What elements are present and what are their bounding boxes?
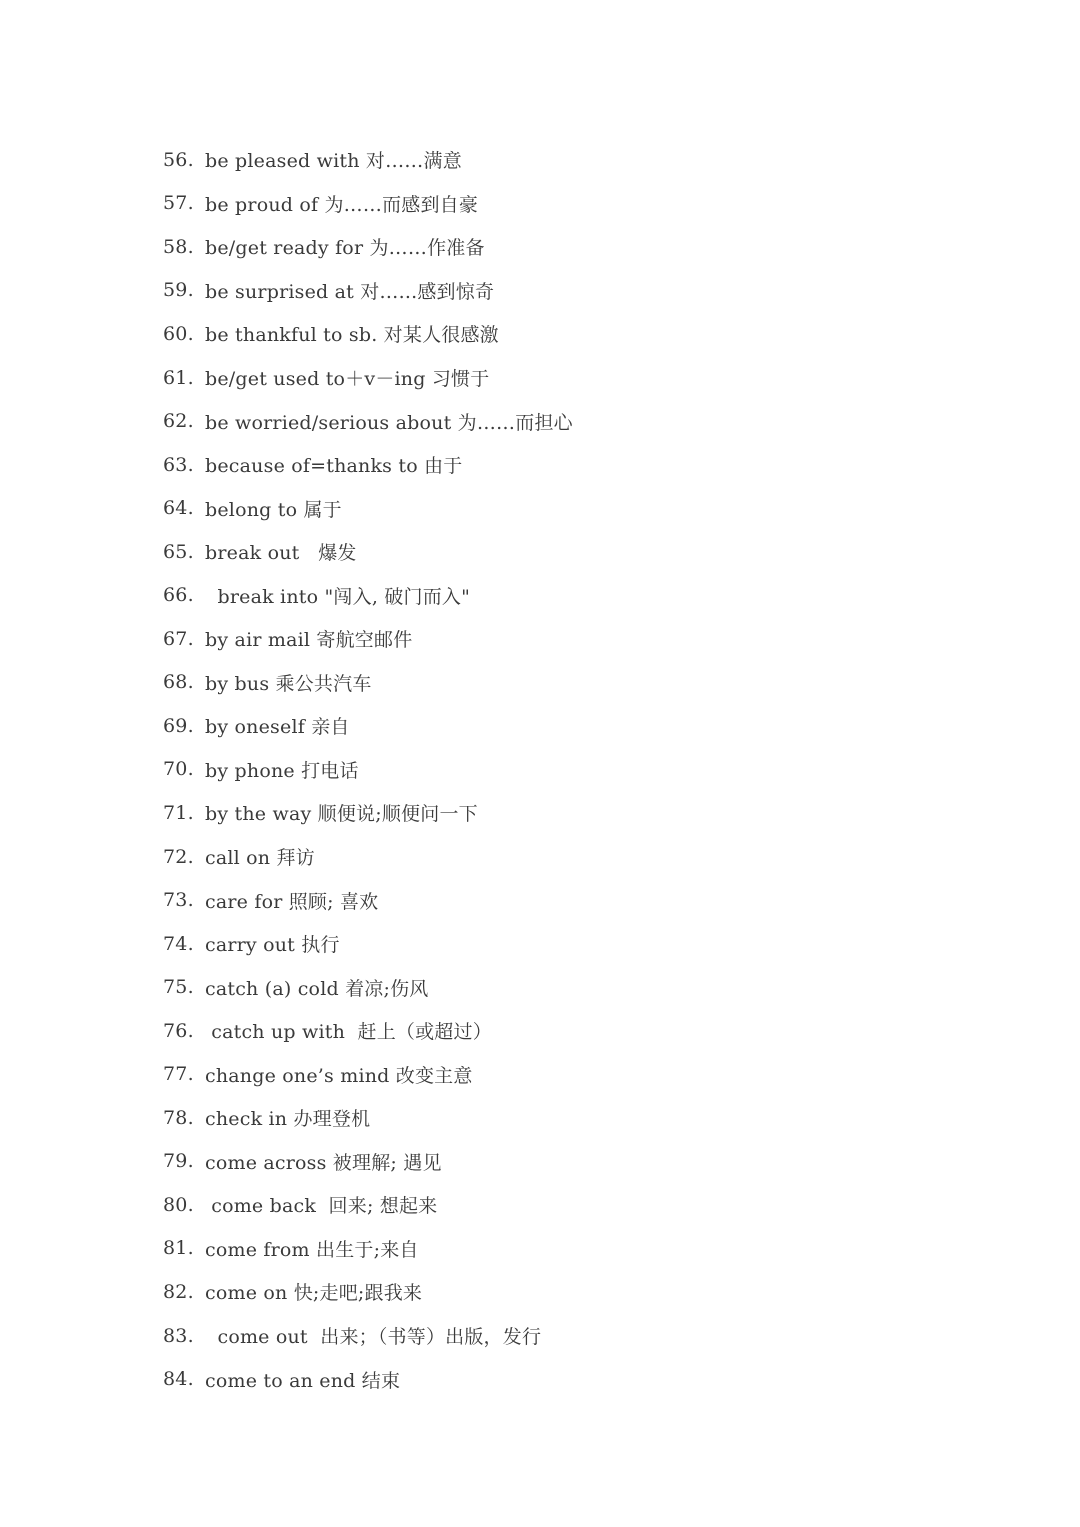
item-number: 69. [163,714,194,737]
list-item [163,835,573,879]
item-number: 73. [163,889,194,912]
item-number: 56. [163,148,194,171]
item-text: by oneself 亲自 [205,716,350,739]
item-text: break into "闯入, 破门而入" [205,585,471,608]
list-item [163,573,573,617]
item-number: 72. [163,845,194,868]
item-number: 62. [163,410,194,433]
item-text: catch (a) cold 着凉;伤风 [205,977,429,1000]
item-text: change one’s mind 改变主意 [205,1064,473,1087]
item-text: care for 照顾; 喜欢 [205,890,379,913]
item-text: come from 出生于;来自 [205,1238,419,1261]
list-item [163,486,573,530]
list-item [163,878,573,922]
item-number: 84. [163,1368,194,1391]
list-item [163,138,573,182]
item-text: come out 出来；（书等）出版，发行 [205,1326,542,1349]
item-number: 78. [163,1106,194,1129]
item-text: come to an end 结束 [205,1369,401,1392]
item-text: catch up with 赶上（或超过） [205,1021,492,1044]
list-item [163,748,573,792]
list-item [163,617,573,661]
item-number: 71. [163,801,194,824]
item-number: 67. [163,627,194,650]
item-text: by the way 顺便说;顺便问一下 [205,803,478,826]
list-item [163,443,573,487]
item-number: 57. [163,192,194,215]
item-text: be worried/serious about 为……而担心 [205,411,573,434]
item-number: 83. [163,1324,194,1347]
phrase-list [163,138,573,1401]
item-text: belong to 属于 [205,498,342,521]
item-number: 70. [163,758,194,781]
list-item [163,312,573,356]
item-text: check in 办理登机 [205,1108,371,1131]
item-text: break out 爆发 [205,542,357,565]
list-item [163,1183,573,1227]
item-text: come across 被理解; 遇见 [205,1151,442,1174]
item-number: 59. [163,279,194,302]
list-item [163,1140,573,1184]
list-item [163,269,573,313]
list-item [163,1314,573,1358]
item-text: come on 快;走吧;跟我来 [205,1282,423,1305]
item-number: 74. [163,932,194,955]
list-item [163,399,573,443]
item-number: 60. [163,322,194,345]
item-text: because of=thanks to 由于 [205,455,463,478]
item-number: 81. [163,1237,194,1260]
item-text: be thankful to sb. 对某人很感激 [205,324,499,347]
item-number: 61. [163,366,194,389]
item-number: 76. [163,1019,194,1042]
list-item [163,791,573,835]
item-text: be proud of 为……而感到自豪 [205,193,479,216]
item-text: carry out 执行 [205,934,340,957]
list-item [163,1096,573,1140]
list-item [163,1227,573,1271]
item-number: 63. [163,453,194,476]
item-text: be/get used to＋v－ing 习惯于 [205,368,490,390]
item-text: by phone 打电话 [205,759,359,782]
list-item [163,1270,573,1314]
item-number: 80. [163,1193,194,1216]
list-item [163,965,573,1009]
item-number: 66. [163,584,194,607]
item-text: be surprised at 对…...感到惊奇 [205,280,495,303]
list-item [163,1009,573,1053]
item-text: be pleased with 对……满意 [205,150,462,173]
list-item [163,356,573,400]
item-text: come back 回来; 想起来 [205,1195,438,1218]
item-number: 77. [163,1063,194,1086]
list-item [163,1052,573,1096]
list-item [163,225,573,269]
item-number: 79. [163,1150,194,1173]
item-text: by air mail 寄航空邮件 [205,629,413,652]
item-number: 68. [163,671,194,694]
item-text: call on 拜访 [205,847,315,870]
item-number: 65. [163,540,194,563]
list-item [163,661,573,705]
list-item [163,704,573,748]
item-number: 58. [163,235,194,258]
list-item [163,1357,573,1401]
item-number: 75. [163,976,194,999]
list-item [163,182,573,226]
list-item [163,922,573,966]
item-text: by bus 乘公共汽车 [205,672,372,695]
list-item [163,530,573,574]
item-number: 82. [163,1280,194,1303]
item-number: 64. [163,497,194,520]
item-text: be/get ready for 为……作准备 [205,237,485,260]
